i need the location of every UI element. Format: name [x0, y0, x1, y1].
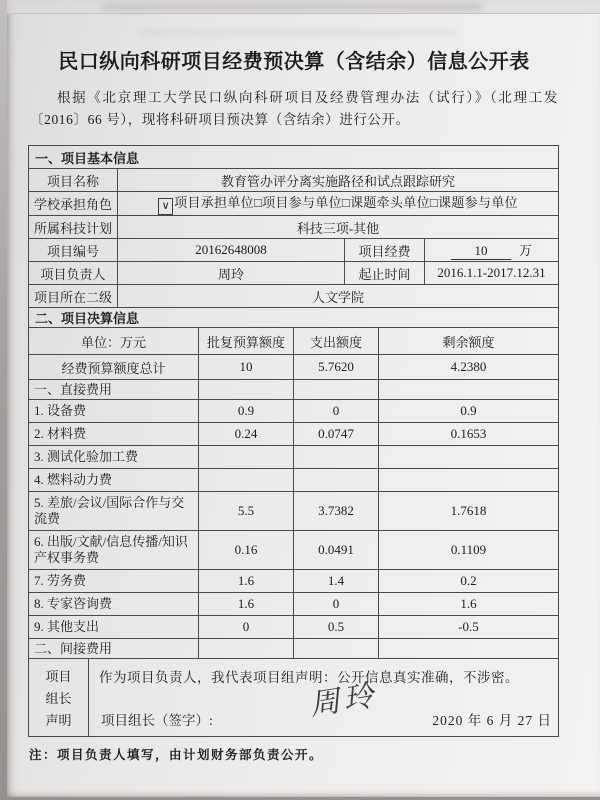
remain-cell: 4.2380: [379, 355, 559, 380]
remain-cell: 0.2: [379, 570, 559, 593]
spent-cell: [294, 639, 379, 659]
column-header: 单位：万元: [29, 328, 199, 355]
budget-cell: [199, 469, 294, 492]
role-option-label: 课题参与单位: [438, 195, 518, 211]
section-heading-row: [29, 146, 559, 169]
fee-row-label: 6. 出版/文献/信息传播/知识产权事务费: [29, 531, 199, 570]
column-header: 批复预算额度: [199, 328, 294, 355]
table-row: [29, 446, 559, 469]
handwritten-signature: 周玲: [307, 679, 381, 723]
column-header: 剩余额度: [379, 328, 559, 355]
fee-row-label: 3. 测试化验加工费: [29, 446, 199, 469]
field-label: 项目编号: [29, 239, 118, 262]
budget-cell: 5.5: [199, 492, 294, 531]
budget-table: [28, 307, 559, 659]
spent-cell: 0: [294, 400, 379, 423]
column-header-row: [29, 328, 559, 355]
table-row: [29, 659, 559, 737]
spent-cell: [294, 469, 379, 492]
field-label: 项目经费: [345, 239, 425, 262]
project-name-value: 教育管办评分离实施路径和试点跟踪研究: [118, 169, 559, 192]
table-row: [29, 423, 559, 446]
budget-cell: 0.16: [199, 531, 294, 570]
remain-cell: [379, 446, 559, 469]
spent-cell: 0.0491: [294, 531, 379, 570]
spent-cell: 0.5: [294, 616, 379, 639]
fee-row-label: 8. 专家咨询费: [29, 593, 199, 616]
remain-cell: 0.9: [379, 400, 559, 423]
checked-checkbox: ∨: [158, 198, 173, 215]
budget-cell: 0.24: [199, 423, 294, 446]
basic-info-table: [28, 145, 559, 308]
field-label: 项目负责人: [29, 262, 118, 285]
remain-cell: [379, 639, 559, 659]
declaration-table: [28, 658, 559, 737]
funding-value: [425, 239, 559, 262]
leader-value: 周玲: [118, 262, 345, 285]
field-label: 项目名称: [29, 169, 118, 192]
budget-cell: 0: [199, 616, 294, 639]
remain-cell: 0.1109: [379, 531, 559, 570]
remain-cell: [379, 380, 559, 400]
declaration-statement: 作为项目负责人，我代表项目组声明：公开信息真实准确，不涉密。: [99, 670, 519, 686]
budget-cell: [199, 446, 294, 469]
spent-cell: 0.0747: [294, 423, 379, 446]
spent-cell: 0: [294, 593, 379, 616]
budget-cell: [199, 380, 294, 400]
fee-row-label: 2. 材料费: [29, 423, 199, 446]
page-title: 民口纵向科研项目经费预决算（含结余）信息公开表: [58, 51, 530, 73]
fee-row-label: 1. 设备费: [29, 400, 199, 423]
unchecked-checkbox: □: [429, 195, 439, 211]
fee-row-label: 经费预算额度总计: [29, 355, 199, 380]
budget-cell: 10: [199, 355, 294, 380]
remain-cell: 1.7618: [379, 492, 559, 531]
budget-cell: [199, 639, 294, 659]
budget-cell: 1.6: [199, 593, 294, 616]
field-label: 所属科技计划: [29, 216, 118, 239]
signature-row: [89, 709, 558, 729]
fee-row-label: 4. 燃料动力费: [29, 469, 199, 492]
remain-cell: -0.5: [379, 616, 559, 639]
group-row: [29, 639, 559, 659]
funding-unit: 万: [519, 243, 533, 259]
plan-value: 科技三项-其他: [118, 216, 559, 239]
field-label: 学校承担角色: [29, 192, 118, 216]
role-option-label: 课题牵头单位: [350, 195, 430, 211]
table-row: [29, 531, 559, 570]
table-row: [29, 192, 559, 216]
table-row: [29, 216, 559, 239]
table-row: [29, 492, 559, 531]
sign-label: 项目组长（签字）:: [101, 713, 213, 729]
field-label: 项目所在二级: [29, 285, 118, 308]
spent-cell: [294, 380, 379, 400]
form-content: [28, 0, 560, 763]
group-row: [29, 380, 559, 400]
dept-value: 人文学院: [118, 285, 559, 308]
intro-paragraph: 根据《北京理工大学民口纵向科研项目及经费管理办法（试行）》（北理工发〔2016〕66 号），现将科研项目预决算（含结余）进行公开。: [30, 90, 558, 127]
spent-cell: 1.4: [294, 570, 379, 593]
role-options: [118, 192, 559, 216]
field-label: 起止时间: [345, 262, 425, 285]
table-row: [29, 262, 559, 285]
scanned-paper: [7, 0, 600, 797]
section-heading-row: [29, 308, 559, 328]
table-row: [29, 239, 559, 262]
role-option-label: 项目参与单位: [262, 195, 342, 211]
period-value: 2016.1.1-2017.12.31: [425, 262, 559, 285]
unchecked-checkbox: □: [253, 195, 263, 211]
spent-cell: [294, 446, 379, 469]
fee-group-label: 二、间接费用: [29, 639, 199, 659]
table-row: [29, 355, 559, 380]
budget-cell: 1.6: [199, 570, 294, 593]
table-row: [29, 593, 559, 616]
table-row: [29, 400, 559, 423]
fee-row-label: 5. 差旅/会议/国际合作与交流费: [29, 492, 199, 531]
unchecked-checkbox: □: [341, 195, 351, 211]
column-header: 支出额度: [294, 328, 379, 355]
declaration-header: 项目 组长 声明: [29, 659, 89, 737]
table-row: [29, 169, 559, 192]
remain-cell: [379, 469, 559, 492]
section2-heading: 二、项目决算信息: [29, 308, 559, 328]
section1-heading: 一、项目基本信息: [29, 146, 559, 169]
spent-cell: 3.7382: [294, 492, 379, 531]
table-row: [29, 469, 559, 492]
footer-note: 注：项目负责人填写，由计划财务部负责公开。: [29, 748, 324, 763]
table-row: [29, 616, 559, 639]
funding-amount: 10: [451, 243, 511, 260]
role-option-label: 项目承担单位: [174, 195, 254, 211]
table-row: [29, 570, 559, 593]
remain-cell: 1.6: [379, 593, 559, 616]
fee-row-label: 9. 其他支出: [29, 616, 199, 639]
spent-cell: 5.7620: [294, 355, 379, 380]
declaration-body: [89, 659, 559, 737]
budget-cell: 0.9: [199, 400, 294, 423]
remain-cell: 0.1653: [379, 423, 559, 446]
fee-group-label: 一、直接费用: [29, 380, 199, 400]
signature-date: 2020 年 6 月 27 日: [432, 713, 552, 729]
fee-row-label: 7. 劳务费: [29, 570, 199, 593]
table-row: [29, 285, 559, 308]
project-number-value: 20162648008: [118, 239, 345, 262]
